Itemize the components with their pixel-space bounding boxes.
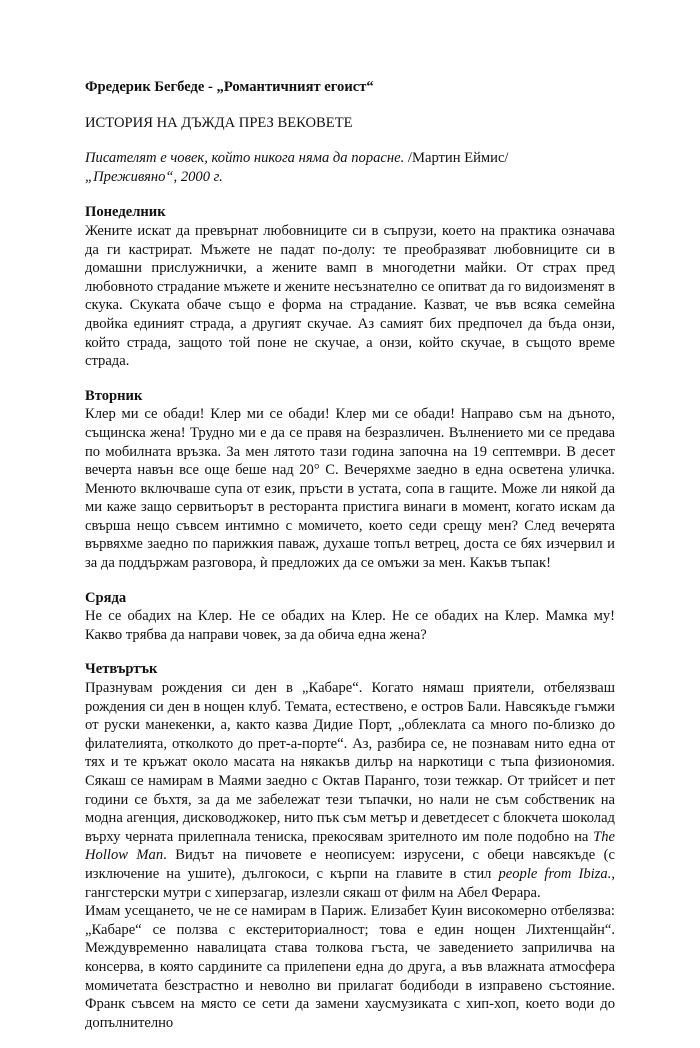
section-heading: Сряда <box>85 589 127 606</box>
section-heading: Четвъртък <box>85 661 158 678</box>
section-heading: Вторник <box>85 387 143 404</box>
epigraph-source: „Преживяно“, 2000 г. <box>85 168 223 185</box>
section-paragraph: Празнувам рождения си ден в „Кабаре“. Когато нямаш приятели, отбелязваш рождения си ден в нощен клуб. Темата, естествено, е остров Бали. Навсякъде гъмжи от руски манекенки, а, както казва Дидие Порт, „облеклата са много по-близко до филателията, отколкото до прет-а-порте“. Аз, разбира се, не познавам нито една от тях и те кръжат около масата на някакъв дилър на наркотици с тъпа физиономия. Сякаш се намирам в Маями заедно с Октав Паранго, този тежкар. От трийсет и пет години се бъхтя, за да ме забележат тези тъпачки, но нали не съм собственик на модна агенция, дисководжокер, нито пък съм метър и деветдесет с блокчета шоколад върху черната прилепнала тениска, прекосявам зрителното им поле подобно на The Hollow Man. Видът на пичовете е неописуем: изрусени, с обеци навсякъде (с изключение на ушите), дългокоси, с кърпи на главите в стил people from Ibiza., гангстерски мутри с хиперзагар, излезли сякаш от филм на Абел Ферара. <box>85 680 616 901</box>
epigraph-author: /Мартин Еймис/ <box>404 150 509 167</box>
section-tuesday <box>85 387 615 573</box>
section-wednesday <box>85 589 615 645</box>
document-subtitle: ИСТОРИЯ НА ДЪЖДА ПРЕЗ ВЕКОВЕТЕ <box>85 114 353 131</box>
section-paragraph: Имам усещането, че не се намирам в Париж. Елизабет Куин високомерно отбелязва: „Кабаре“ се ползва с екстериториалност; това е един нощен Лихтенщайн“. Междувременно навалицата става толкова гъста, че заведението заприличва на консерва, в която сардините са прилепени една до друга, а във влажната атмосфера момичетата безстрастно и неволно ви прилагат бодибоди в изправено състояние. Франк съвсем на място се сети да замени хаусмузиката с хип-хоп, което води до допълнително <box>85 903 615 1031</box>
epigraph <box>85 149 615 186</box>
document-title: Фредерик Бегбеде - „Романтичният егоист“ <box>85 79 374 95</box>
inline-italic-title: people from Ibiza. <box>498 865 612 882</box>
inline-italic-title: The Hollow Man <box>85 828 615 864</box>
epigraph-quote: Писателят е човек, който никога няма да порасне. <box>85 150 405 167</box>
section-paragraph: Не се обадих на Клер. Не се обадих на Клер. Не се обадих на Клер. Мамка му! Какво трябва да направи човек, за да обича една жена? <box>85 608 615 643</box>
section-heading: Понеделник <box>85 204 166 221</box>
section-paragraph: Клер ми се обади! Клер ми се обади! Клер ми се обади! Направо съм на дъното, същинска жена! Трудно ми е да се правя на безразличен. Вълнението ми се предава по мобилната връзка. За мен лятото тази година започна на 19 септември. В десет вечерта навън все още беше над 20° С. Вечеряхме заедно в една осветена уличка. Менюто включваше супа от език, пръсти в устата, сопа в гащите. Може ли някой да ми каже защо сервитьорът в ресторанта пристига винаги в момент, когато искам да свърша нещо съвсем интимно с момичето, което седи срещу мен? След вечерята вървяхме заедно по парижкия паваж, духаше топъл ветрец, доста се бях изчервил и за да поддържам разговора, ѝ предложих да се омъжи за мен. Какъв тъпак! <box>85 406 615 572</box>
section-monday <box>85 203 615 370</box>
section-paragraph: Жените искат да превърнат любовниците си в съпрузи, което на практика означава да ги кастрират. Мъжете не падат по-долу: те преобразяват любовниците си в домашни прислужнички, а жените вамп в многодетни майки. От страх пред любовното страдание мъжете и жените несъзнателно се опитват да го видоизменят в скука. Скуката обаче също е форма на страдание. Казват, че във всяка семейна двойка единият страда, а другият скучае. Аз самият бих предпочел да бъда онзи, който страда, защото той поне не скучае, а онзи, който скучае, в същото време страда. <box>85 222 615 370</box>
document-page <box>85 78 615 1048</box>
section-thursday <box>85 660 615 1032</box>
